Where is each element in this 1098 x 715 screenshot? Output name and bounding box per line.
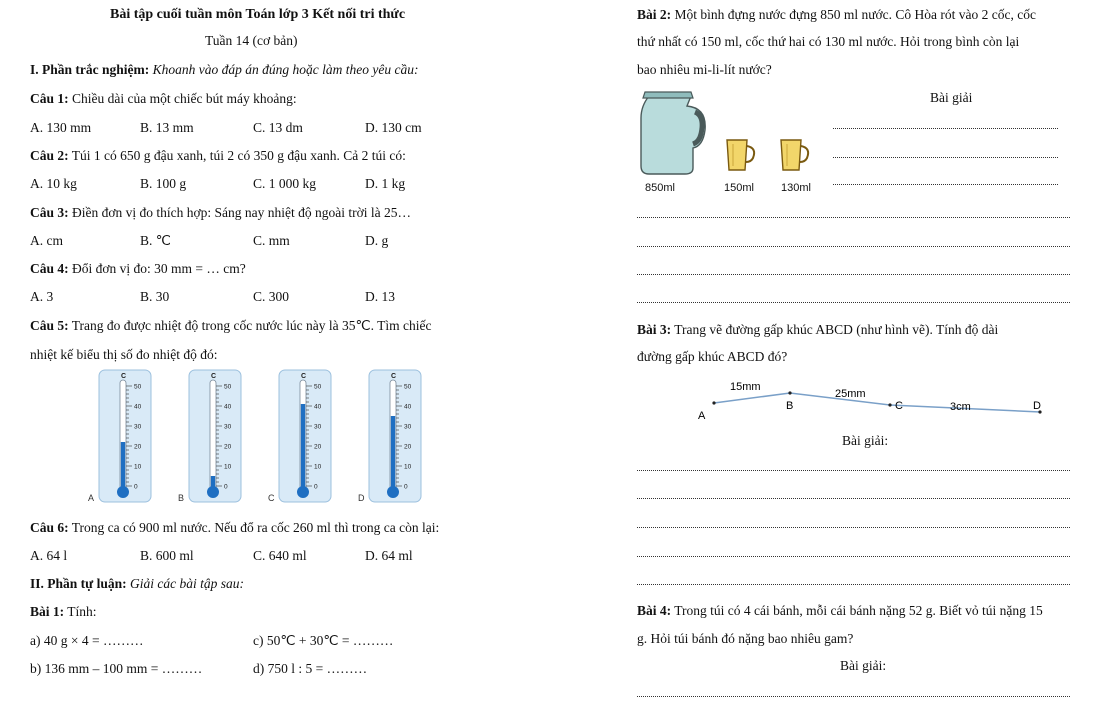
answer-line[interactable] bbox=[637, 584, 1070, 585]
bai2-line3: bao nhiêu mi-li-lít nước? bbox=[637, 62, 772, 77]
bai4-solution-title: Bài giải: bbox=[840, 658, 887, 673]
answer-option[interactable]: B. 100 g bbox=[140, 176, 187, 191]
cup2-label: 130ml bbox=[781, 182, 811, 194]
question-5-line2: nhiệt kế biểu thị số đo nhiệt độ đó: bbox=[30, 347, 218, 362]
thermometer-scale-label: 0 bbox=[134, 483, 138, 491]
answer-option[interactable]: B. ℃ bbox=[140, 233, 171, 248]
answer-option[interactable]: C. mm bbox=[253, 233, 290, 248]
bai1-item-b[interactable]: b) 136 mm – 100 mm = ……… bbox=[30, 661, 203, 676]
point-a-label: A bbox=[698, 410, 706, 422]
answer-line[interactable] bbox=[637, 556, 1070, 557]
thermometer-scale-label: 30 bbox=[314, 423, 322, 431]
cup-icon bbox=[781, 140, 808, 170]
bai3-line1 bbox=[637, 322, 998, 338]
bai4-text: Trong túi có 4 cái bánh, mỗi cái bánh nặng 52 g. Biết vỏ túi nặng 15 bbox=[674, 603, 1043, 618]
bai2-label: Bài 2: bbox=[637, 7, 672, 22]
thermometer-scale-label: 50 bbox=[134, 383, 142, 391]
answer-line[interactable] bbox=[637, 527, 1070, 528]
answer-option[interactable]: C. 300 bbox=[253, 289, 290, 304]
answer-option[interactable]: A. 130 mm bbox=[30, 120, 92, 135]
thermometer-mercury bbox=[391, 416, 395, 492]
thermometer-scale-label: 0 bbox=[314, 483, 318, 491]
answer-line[interactable] bbox=[637, 470, 1070, 471]
thermometer-scale-label: 20 bbox=[404, 443, 412, 451]
answer-option[interactable]: C. 1 000 kg bbox=[253, 176, 317, 191]
answer-line[interactable] bbox=[637, 246, 1070, 247]
answer-line[interactable] bbox=[637, 696, 1070, 697]
question-3 bbox=[30, 205, 411, 221]
answer-option[interactable]: D. 130 cm bbox=[365, 120, 422, 135]
thermometer-tube bbox=[210, 380, 216, 490]
thermometer-scale-label: 0 bbox=[224, 483, 228, 491]
answer-option[interactable]: D. 1 kg bbox=[365, 176, 406, 191]
segment-ab-label: 15mm bbox=[730, 381, 761, 393]
bai3-solution-title: Bài giải: bbox=[842, 433, 889, 448]
jug-icon bbox=[641, 92, 705, 174]
thermometer-scale-label: 20 bbox=[314, 443, 322, 451]
thermometer-scale-label: 20 bbox=[224, 443, 232, 451]
answer-option[interactable]: A. cm bbox=[30, 233, 63, 248]
question-4 bbox=[30, 261, 246, 277]
answer-option[interactable]: A. 64 l bbox=[30, 548, 68, 563]
answer-option[interactable]: C. 13 dm bbox=[253, 120, 303, 135]
thermometer-scale-label: 40 bbox=[224, 403, 232, 411]
question-label: Câu 6: bbox=[30, 520, 69, 535]
bai1-heading bbox=[30, 604, 97, 620]
question-text: Túi 1 có 650 g đậu xanh, túi 2 có 350 g đậu xanh. Cả 2 túi có: bbox=[71, 148, 406, 163]
question-label: Câu 1: bbox=[30, 91, 69, 106]
answer-option[interactable]: B. 30 bbox=[140, 289, 170, 304]
thermometer-scale-label: 10 bbox=[134, 463, 142, 471]
thermometer-scale-label: 40 bbox=[404, 403, 412, 411]
bai2-solution-title: Bài giải bbox=[930, 90, 973, 105]
thermometer-unit-label: C bbox=[121, 373, 127, 380]
bai4-label: Bài 4: bbox=[637, 603, 672, 618]
bai1-text: Tính: bbox=[67, 604, 97, 619]
thermometer-letter-label: A bbox=[88, 493, 95, 503]
thermometer-scale-label: 40 bbox=[314, 403, 322, 411]
bai1-item-c[interactable]: c) 50℃ + 30℃ = ……… bbox=[253, 633, 394, 648]
bai1-item-a[interactable]: a) 40 g × 4 = ……… bbox=[30, 633, 144, 648]
answer-option[interactable]: C. 640 ml bbox=[253, 548, 307, 563]
bai4-line1 bbox=[637, 603, 1043, 619]
question-5 bbox=[30, 318, 432, 334]
thermometer-scale-label: 30 bbox=[224, 423, 232, 431]
thermometer-scale-label: 30 bbox=[134, 423, 142, 431]
part1-heading: I. Phần trắc nghiệm: bbox=[30, 62, 150, 77]
bai2-line2: thứ nhất có 150 ml, cốc thứ hai có 130 ml nước. Hỏi trong bình còn lại bbox=[637, 34, 1020, 49]
bai1-label: Bài 1: bbox=[30, 604, 65, 619]
bai4-line2: g. Hỏi túi bánh đó nặng bao nhiêu gam? bbox=[637, 631, 854, 646]
cup1-label: 150ml bbox=[724, 182, 754, 194]
answer-line[interactable] bbox=[637, 217, 1070, 218]
question-text: Trang đo được nhiệt độ trong cốc nước lúc này là 35℃. Tìm chiếc bbox=[71, 318, 432, 333]
thermometer-scale-label: 50 bbox=[224, 383, 232, 391]
answer-line[interactable] bbox=[637, 302, 1070, 303]
bai3-line2: đường gấp khúc ABCD đó? bbox=[637, 349, 788, 364]
answer-option[interactable]: B. 600 ml bbox=[140, 548, 194, 563]
thermometer-scale-label: 50 bbox=[404, 383, 412, 391]
thermometer-unit-label: C bbox=[391, 373, 397, 380]
answer-option[interactable]: B. 13 mm bbox=[140, 120, 194, 135]
question-text: Trong ca có 900 ml nước. Nếu đổ ra cốc 260 ml thì trong ca còn lại: bbox=[71, 520, 440, 535]
answer-line[interactable] bbox=[637, 274, 1070, 275]
bai2-text: Một bình đựng nước đựng 850 ml nước. Cô Hòa rót vào 2 cốc, cốc bbox=[674, 7, 1037, 22]
answer-line[interactable] bbox=[833, 128, 1058, 129]
answer-option[interactable]: D. 64 ml bbox=[365, 548, 413, 563]
point-c-label: C bbox=[895, 400, 903, 412]
question-6 bbox=[30, 520, 439, 536]
question-label: Câu 2: bbox=[30, 148, 69, 163]
thermometer-scale-label: 10 bbox=[314, 463, 322, 471]
point-d-label: D bbox=[1033, 400, 1041, 412]
bai2-pictures bbox=[635, 88, 825, 198]
question-label: Câu 5: bbox=[30, 318, 69, 333]
part2-instruction: Giải các bài tập sau: bbox=[130, 576, 245, 591]
question-text: Điền đơn vị đo thích hợp: Sáng nay nhiệt độ ngoài trời là 25… bbox=[72, 205, 412, 220]
thermometer-mercury bbox=[301, 404, 305, 492]
bai2-line1 bbox=[637, 7, 1036, 23]
thermometers-figure bbox=[85, 368, 430, 505]
answer-line[interactable] bbox=[637, 498, 1070, 499]
thermometer-scale-label: 30 bbox=[404, 423, 412, 431]
thermometer-scale-label: 50 bbox=[314, 383, 322, 391]
point-b-label: B bbox=[786, 400, 794, 412]
thermometer-letter-label: D bbox=[358, 493, 365, 503]
question-text: Đổi đơn vị đo: 30 mm = … cm? bbox=[72, 261, 246, 276]
thermometer-letter-label: C bbox=[268, 493, 275, 503]
answer-line[interactable] bbox=[833, 184, 1058, 185]
part1-heading-row bbox=[30, 62, 418, 78]
segment-cd-label: 3cm bbox=[950, 401, 971, 413]
bai1-item-d[interactable]: d) 750 l : 5 = ……… bbox=[253, 661, 368, 676]
thermometer-scale-label: 10 bbox=[404, 463, 412, 471]
bai3-label: Bài 3: bbox=[637, 322, 672, 337]
part2-heading: II. Phần tự luận: bbox=[30, 576, 127, 591]
worksheet-title: Bài tập cuối tuần môn Toán lớp 3 Kết nối tri thức bbox=[110, 7, 406, 22]
question-label: Câu 4: bbox=[30, 261, 69, 276]
question-label: Câu 3: bbox=[30, 205, 69, 220]
thermometer-scale-label: 0 bbox=[404, 483, 408, 491]
jug-label: 850ml bbox=[645, 182, 675, 194]
worksheet-subtitle: Tuần 14 (cơ bản) bbox=[205, 33, 298, 48]
thermometer-unit-label: C bbox=[211, 373, 217, 380]
thermometer-scale-label: 10 bbox=[224, 463, 232, 471]
answer-option[interactable]: D. g bbox=[365, 233, 389, 248]
thermometer-mercury bbox=[121, 442, 125, 492]
thermometer-letter-label: B bbox=[178, 493, 185, 503]
question-2 bbox=[30, 148, 406, 164]
question-1 bbox=[30, 91, 297, 107]
answer-option[interactable]: A. 3 bbox=[30, 289, 54, 304]
thermometer-scale-label: 40 bbox=[134, 403, 142, 411]
polyline-figure bbox=[690, 375, 1060, 425]
thermometer-mercury bbox=[211, 476, 215, 492]
segment-bc-label: 25mm bbox=[835, 388, 866, 400]
answer-option[interactable]: D. 13 bbox=[365, 289, 395, 304]
part2-heading-row bbox=[30, 576, 244, 592]
question-text: Chiều dài của một chiếc bút máy khoảng: bbox=[72, 91, 297, 106]
cup-icon bbox=[727, 140, 754, 170]
thermometer-unit-label: C bbox=[301, 373, 307, 380]
part1-instruction: Khoanh vào đáp án đúng hoặc làm theo yêu cầu: bbox=[152, 62, 419, 77]
answer-option[interactable]: A. 10 kg bbox=[30, 176, 77, 191]
bai3-text: Trang vẽ đường gấp khúc ABCD (như hình vẽ). Tính độ dài bbox=[674, 322, 999, 337]
answer-line[interactable] bbox=[833, 157, 1058, 158]
thermometer-scale-label: 20 bbox=[134, 443, 142, 451]
